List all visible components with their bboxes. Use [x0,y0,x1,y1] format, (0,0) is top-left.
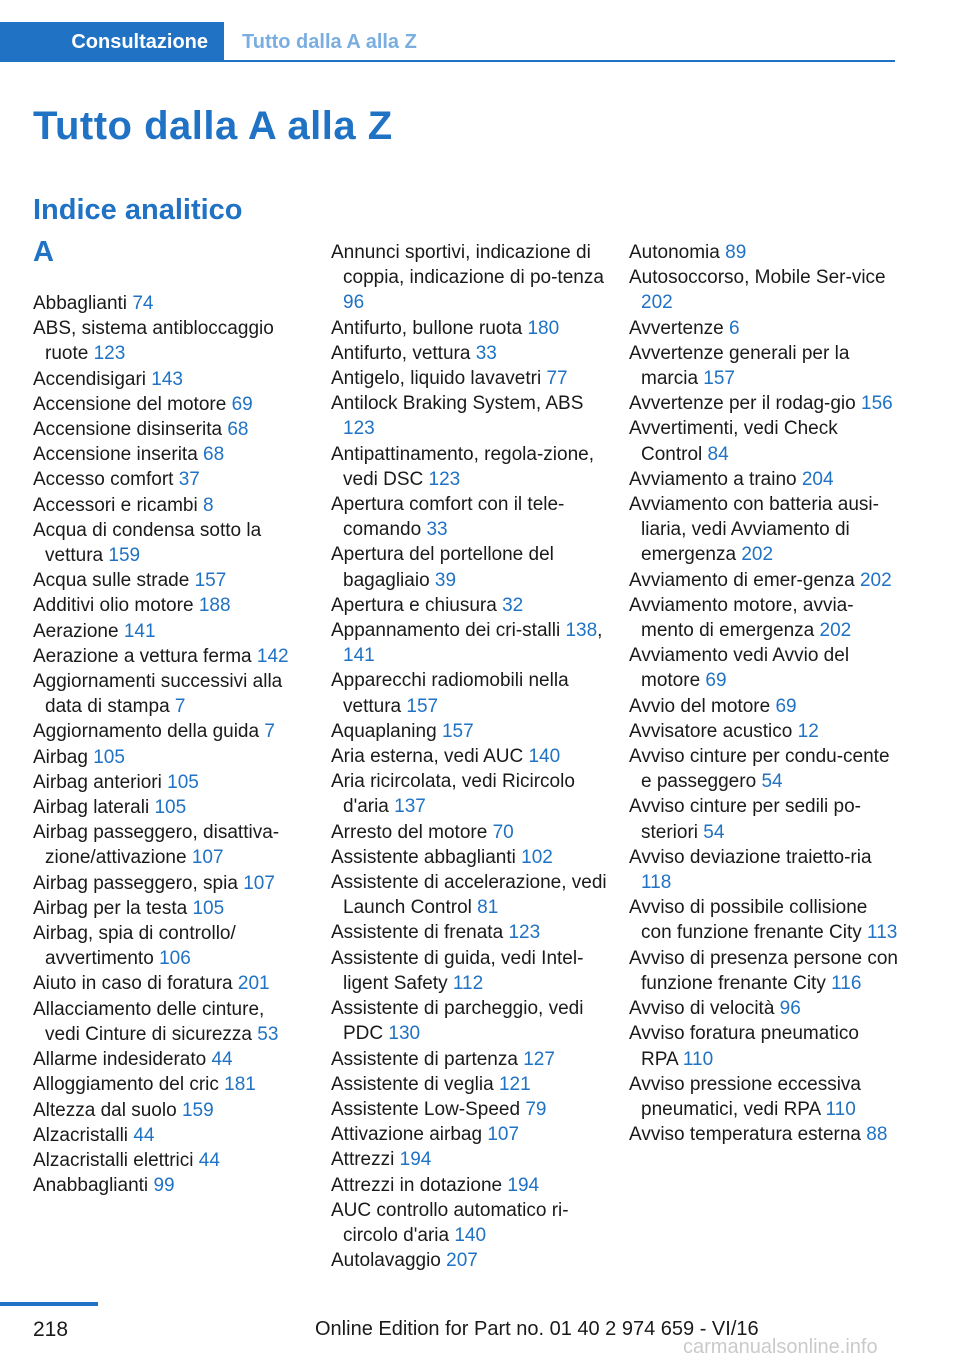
index-entry [629,316,899,341]
index-entry-text: Assistente di veglia [331,1073,494,1095]
index-entry [629,593,899,643]
page-title: Tutto dalla A alla Z [33,104,393,148]
index-entry [629,391,899,416]
page-link[interactable]: 194 [399,1149,432,1171]
index-entry [33,392,303,417]
index-entry-text: Airbag passeggero, disattiva-zione/attivazione [33,822,280,869]
page-link[interactable]: 44 [133,1124,155,1146]
index-entry [331,240,609,316]
chapter-tab[interactable]: Tutto dalla A alla Z [242,31,417,53]
page-link[interactable]: 107 [191,847,224,869]
page-link[interactable]: 107 [243,872,275,894]
index-entry [331,366,609,391]
page-link[interactable]: 89 [725,242,747,263]
watermark: carmanualsonline.info [683,1336,878,1358]
index-entry-text: Airbag per la testa [33,897,188,919]
index-entry [629,1122,899,1147]
index-entry [33,417,303,442]
index-entry-text: Avvertimenti, vedi Check Control [629,418,838,465]
page-link[interactable]: 138 [565,620,598,642]
index-entry [33,442,303,467]
page-link[interactable]: 8 [203,494,214,516]
page-link[interactable]: 107 [487,1124,520,1146]
index-entry [33,316,303,366]
index-entry-text: Airbag laterali [33,797,150,819]
index-entry-text: Aggiornamento della guida [33,721,260,743]
page-link[interactable]: 53 [257,1023,279,1045]
index-entry [331,391,609,441]
index-entry [331,1198,609,1248]
index-entry [629,265,899,315]
index-entry-text: Accensione disinserita [33,419,223,441]
index-entry-text: Altezza dal suolo [33,1099,177,1121]
index-entry [331,845,609,870]
index-entry-text: Aria ricircolata, vedi Ricircolo d'aria [331,771,575,818]
page-link[interactable]: 32 [502,594,524,616]
index-entry [331,1072,609,1097]
page-link[interactable]: 140 [454,1224,487,1246]
index-entry [331,316,609,341]
index-entry [629,895,899,945]
index-entry-text: Avviso di presenza persone con funzione frenante City [629,947,898,994]
index-entry [629,1072,899,1122]
index-entry [33,518,303,568]
index-entry [33,921,303,971]
index-entry-text: Accessori e ricambi [33,494,198,516]
index-entry-text: Avvertenze generali per la marcia [629,342,850,390]
page-link[interactable]: 110 [682,1048,714,1070]
page-link[interactable]: 143 [151,368,183,390]
index-entry [331,719,609,744]
page-link[interactable]: 7 [264,721,275,743]
index-entry-text: Autosoccorso, Mobile Ser-vice [629,267,886,289]
index-entry-text: AUC controllo automatico ri-circolo d'aria [331,1199,569,1246]
index-entry [331,1097,609,1122]
index-entry [629,568,899,593]
index-entry-text: Autonomia [629,242,720,263]
index-entry [629,946,899,996]
page-link[interactable]: 123 [508,922,541,944]
page-link[interactable]: 77 [546,368,568,390]
index-entry [331,920,609,945]
index-entry-text: Avviamento vedi Avvio del motore [629,645,850,692]
page-link[interactable]: 6 [728,317,740,339]
index-entry [331,492,609,542]
page-link[interactable]: 123 [93,343,126,365]
index-entry-text: Avviso foratura pneumatico RPA [629,1023,859,1070]
page-link[interactable]: 37 [178,469,200,491]
page-link[interactable]: 74 [132,293,154,314]
page-link[interactable]: 118 [641,872,672,894]
index-entry [331,769,609,819]
page-link[interactable]: 157 [441,720,474,742]
index-entry [629,694,899,719]
index-entry [629,1021,899,1071]
index-entry [629,492,899,568]
page-link[interactable]: 194 [507,1174,540,1196]
page-link[interactable]: 207 [446,1250,478,1272]
index-entry-text: Accensione del motore [33,393,227,415]
index-entry-text: Airbag passeggero, spia [33,872,238,894]
page-link[interactable]: 123 [343,418,375,440]
index-entry [33,745,303,770]
index-entry [629,845,899,895]
index-entry-text: Apertura del portellone del bagagliaio [331,544,554,591]
index-entry-text: Alzacristalli [33,1124,129,1146]
index-subtitle: Indice analitico [33,194,243,226]
index-entry-text: Antigelo, liquido lavavetri [331,368,542,390]
index-entry [629,467,899,492]
page-link[interactable]: 202 [819,620,852,642]
page-link[interactable]: 88 [866,1124,888,1146]
page-link[interactable]: 141 [343,645,375,667]
index-entry-text: Avvisatore acustico [629,720,793,742]
index-entry [33,871,303,896]
index-entry-text: Assistente di guida, vedi Intel-ligent Safety [331,947,584,994]
page-link[interactable]: 180 [527,317,560,339]
index-entry-text: Abbaglianti [33,293,128,314]
page-link[interactable]: 112 [452,972,484,994]
page-link[interactable]: 33 [475,342,497,364]
index-entry-text: Avviso pressione eccessiva pneumatici, vedi RPA [629,1073,861,1120]
edition-note: Online Edition for Part no. 01 40 2 974 659 - VI/16 [315,1318,759,1340]
index-entry-text: Airbag anteriori [33,771,162,793]
index-entry-text: Attrezzi in dotazione [331,1174,503,1196]
index-entry-text: ABS, sistema antibloccaggio ruote [33,318,274,365]
index-letter: A [33,236,54,268]
page-link[interactable]: 69 [231,393,253,415]
page-link[interactable]: 127 [523,1048,555,1070]
page-link[interactable]: 68 [227,419,249,441]
page-link[interactable]: 105 [93,746,125,768]
page-link[interactable]: 141 [123,620,156,642]
index-entry-text: Avvio del motore [629,695,771,717]
index-entry-text: Accendisigari [33,368,146,390]
index-entry-text: Antifurto, vettura [331,342,471,364]
index-entry [33,1072,303,1097]
index-entry-text: Aerazione [33,620,119,642]
page-link[interactable]: 68 [203,444,225,466]
index-entry-text: Allarme indesiderato [33,1049,207,1071]
page-link[interactable]: 159 [181,1099,214,1121]
index-entry [33,1123,303,1148]
index-entry-text: Autolavaggio [331,1250,441,1272]
index-entry-text: Alzacristalli elettrici [33,1149,194,1171]
index-column-2 [331,240,609,1273]
index-entry [331,593,609,618]
header-divider [224,60,895,62]
index-entry [331,1047,609,1072]
index-entry-text: Aria esterna, vedi AUC [331,746,524,768]
page-link[interactable]: 7 [174,696,186,718]
page-link[interactable]: 99 [153,1175,175,1197]
index-entry-text: Antifurto, bullone ruota [331,317,523,339]
page-link[interactable]: 159 [108,545,141,567]
page-link[interactable]: 140 [528,746,561,768]
index-entry [33,619,303,644]
index-entry [33,820,303,870]
index-entry-text: Antipattinamento, regola-zione, vedi DSC [331,443,594,490]
page-link[interactable]: 110 [825,1098,856,1120]
index-entry-text: Attivazione airbag [331,1124,483,1146]
index-entry-text: Avviso deviazione traietto-ria [629,846,872,868]
index-entry [33,997,303,1047]
index-entry-text: Additivi olio motore [33,595,194,617]
index-column-3 [629,240,899,1147]
index-entry-text: Apertura e chiusura [331,594,497,616]
page-link[interactable]: 69 [775,695,797,717]
page-link[interactable]: 84 [707,443,729,465]
page-link[interactable]: 181 [224,1074,256,1096]
index-entry [33,669,303,719]
index-entry-text: Avviso cinture per sedili po-steriori [629,796,861,843]
index-entry [33,1173,303,1198]
index-entry [33,644,303,669]
index-entry-text: Airbag [33,746,88,768]
page-link[interactable]: 123 [428,468,461,490]
page-link[interactable]: 121 [498,1073,531,1095]
index-entry [331,820,609,845]
index-entry-text: Assistente abbaglianti [331,846,516,868]
page-link[interactable]: 156 [861,393,893,415]
index-entry-text: Avviamento con batteria ausi-liaria, vedi Avviamento di emergenza [629,494,879,566]
page-link[interactable]: 79 [525,1098,547,1120]
index-entry-text: Assistente Low-Speed [331,1098,521,1120]
page-link[interactable]: 204 [801,468,834,490]
index-entry [33,367,303,392]
index-entry-text: Arresto del motore [331,821,488,843]
header-bar [0,22,895,62]
page-link[interactable]: 102 [521,846,553,868]
index-entry [331,744,609,769]
index-entry [629,744,899,794]
index-entry-text: Apertura comfort con il tele-comando [331,494,565,541]
page-link[interactable]: 54 [703,821,725,843]
index-entry-text: Avviamento a traino [629,468,797,490]
index-entry [33,896,303,921]
page-link[interactable]: 202 [741,544,774,566]
index-entry-text: Alloggiamento del cric [33,1074,219,1096]
index-entry-text: Assistente di partenza [331,1048,518,1070]
page-link[interactable]: 201 [237,973,270,995]
index-entry-text: Assistente di accelerazione, vedi Launch Control [331,872,607,919]
page-link[interactable]: 116 [831,972,862,994]
index-entry-text: Avviso temperatura esterna [629,1124,861,1146]
index-entry [331,1248,609,1273]
index-entry [331,996,609,1046]
page-link[interactable]: 202 [859,569,892,591]
index-entry-text: Apparecchi radiomobili nella vettura [331,670,569,717]
page-number: 218 [33,1318,69,1341]
index-entry [33,568,303,593]
page-link[interactable]: 33 [426,519,448,541]
index-entry-text: Attrezzi [331,1149,395,1171]
index-entry [33,770,303,795]
page-link[interactable]: 157 [194,570,227,592]
index-entry [331,1173,609,1198]
index-entry [33,493,303,518]
index-entry [629,643,899,693]
index-entry-text: Allacciamento delle cinture, vedi Cinture di sicurezza [33,998,265,1045]
index-entry-text: Acqua di condensa sotto la vettura [33,519,262,567]
index-entry [33,795,303,820]
index-entry [33,467,303,492]
page-link[interactable]: 96 [779,998,801,1020]
index-entry-text: Avviamento motore, avvia-mento di emergenza [629,594,854,642]
index-entry [629,341,899,391]
index-entry [629,794,899,844]
index-entry-text: Appannamento dei cri-stalli [331,620,561,642]
index-entry [33,971,303,996]
index-entry-text: Assistente di parcheggio, vedi PDC [331,998,584,1045]
index-entry [33,719,303,744]
index-entry [331,1122,609,1147]
page-link[interactable]: 54 [761,771,783,793]
index-entry-text: Acqua sulle strade [33,570,190,592]
index-entry [629,240,899,265]
index-entry-text: Avviso di possibile collisione con funzione frenante City [629,897,868,944]
index-entry-text: Aquaplaning [331,720,437,742]
page-link[interactable]: 105 [192,897,225,919]
index-entry-text: Accensione inserita [33,444,198,466]
index-entry-text: Avvertenze per il rodag-gio [629,393,856,415]
index-entry [33,1098,303,1123]
page-link[interactable]: 96 [343,292,365,314]
index-entry [33,1148,303,1173]
page-link[interactable]: 44 [211,1049,233,1071]
index-entry [629,719,899,744]
index-entry [629,416,899,466]
index-entry [33,291,303,316]
page-link[interactable]: 39 [434,569,457,591]
page-link[interactable]: 202 [641,292,673,314]
index-entry-text: Aerazione a vettura ferma [33,645,252,667]
index-entry-text: Avviso di velocità [629,998,775,1020]
page-link[interactable]: 81 [477,897,499,919]
page-link[interactable]: 69 [705,670,727,692]
index-entry-text: Aiuto in caso di foratura [33,973,233,995]
index-entry [331,542,609,592]
page-link[interactable]: 157 [703,368,735,390]
footer-divider [0,1302,98,1306]
page-link[interactable]: 113 [867,922,898,944]
page-link[interactable]: 105 [167,771,199,793]
index-entry-text: Avviamento di emer-genza [629,569,855,591]
index-entry [331,668,609,718]
page-link[interactable]: 142 [256,645,289,667]
index-entry: Appannamento dei cri-stalli 138, 141 [331,620,603,667]
index-entry-text: Avviso cinture per condu-cente e passeggero [629,746,890,793]
page-link[interactable]: 130 [388,1023,421,1045]
index-entry-text: Antilock Braking System, ABS [331,393,584,415]
index-entry-text: Aggiornamenti successivi alla data di stampa [33,671,283,718]
index-entry [331,870,609,920]
index-entry-text: Avvertenze [629,317,724,339]
section-tab[interactable]: Consultazione [0,22,224,62]
index-entry [331,1147,609,1172]
index-entry [33,1047,303,1072]
index-entry [629,996,899,1021]
page-link[interactable]: 70 [492,821,514,843]
index-entry [331,442,609,492]
page-link[interactable]: 106 [159,948,191,970]
index-entry-text: Accesso comfort [33,469,174,491]
index-entry [331,946,609,996]
index-column-1 [33,291,303,1198]
page-link[interactable]: 44 [198,1149,220,1171]
page-link[interactable]: 12 [797,720,819,742]
index-entry [33,593,303,618]
page-link[interactable]: 188 [198,595,231,617]
index-entry-text: Anabbaglianti [33,1175,149,1197]
page-link[interactable]: 137 [394,796,426,818]
index-entry [331,341,609,366]
page-link[interactable]: 157 [406,695,439,717]
index-entry-text: Annunci sportivi, indicazione di coppia, indicazione di po-tenza [331,242,604,289]
index-entry-text: Assistente di frenata [331,922,504,944]
page-link[interactable]: 105 [154,797,187,819]
index-entry-text: Airbag, spia di controllo/ avvertimento [33,923,236,970]
